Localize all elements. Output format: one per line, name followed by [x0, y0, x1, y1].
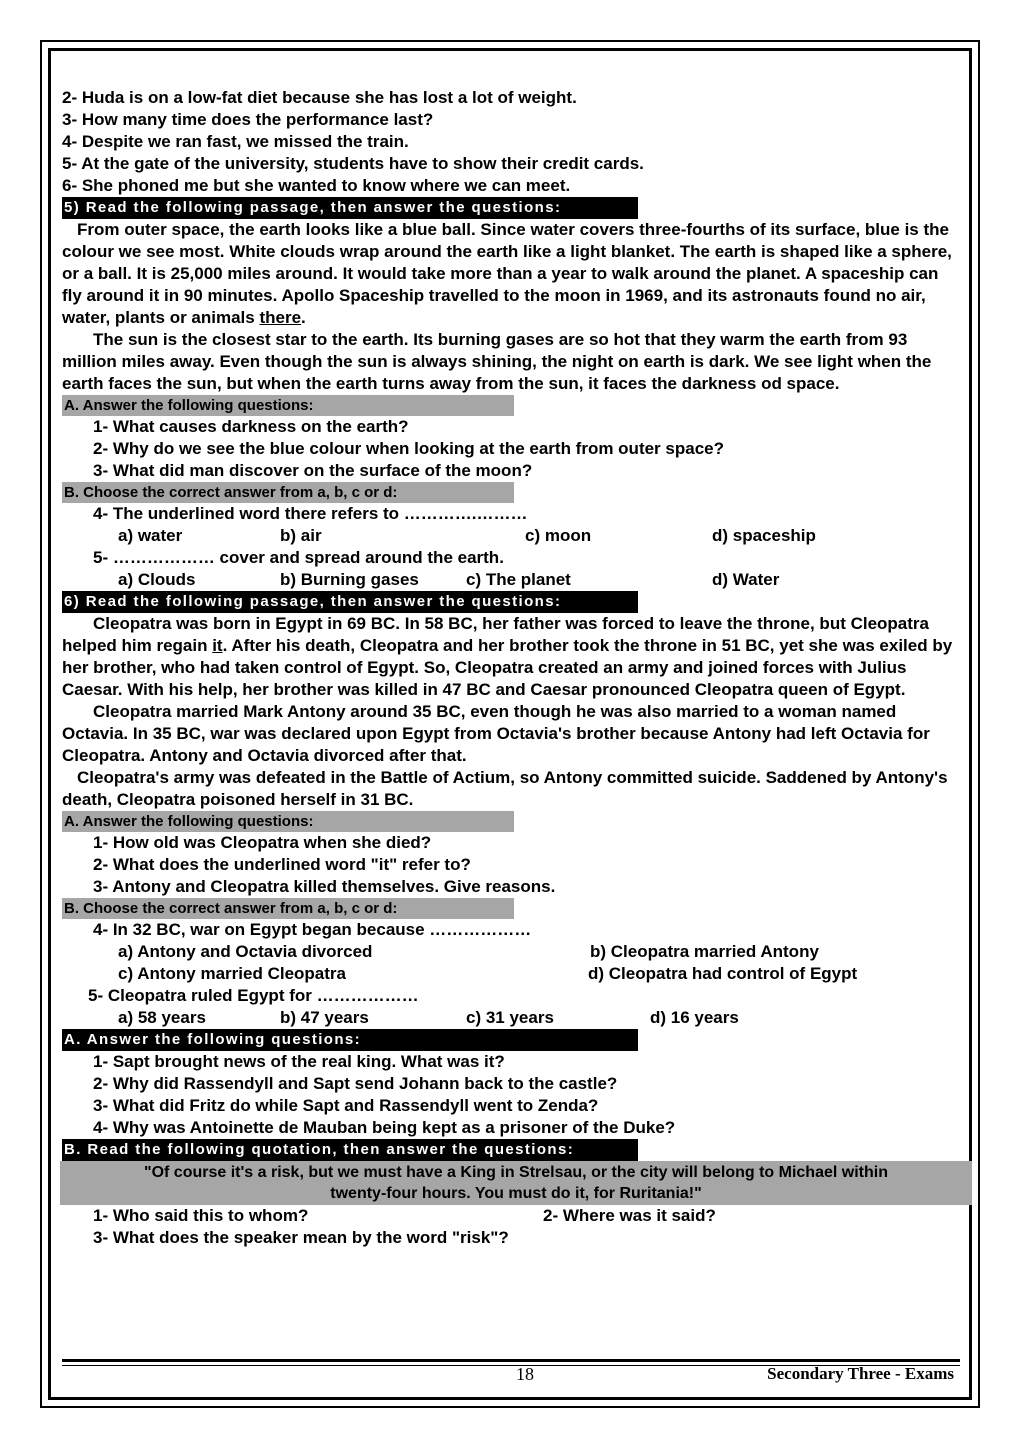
quotation-line-2: twenty-four hours. You must do it, for Ruritania!": [330, 1185, 702, 1202]
section-6-question-5: 5- Cleopatra ruled Egypt for ………………: [88, 986, 419, 1005]
option-d: d) spaceship: [712, 526, 816, 545]
novel-question-2: 2- Why did Rassendyll and Sapt send Johann back to the castle?: [93, 1074, 618, 1093]
exam-content: [62, 87, 962, 1249]
prev-item-4: 4- Despite we ran fast, we missed the train.: [62, 132, 409, 151]
option-d: d) Water: [712, 570, 780, 589]
footer-rule-thick: [62, 1359, 960, 1362]
novel-b-question-2: 2- Where was it said?: [543, 1206, 716, 1225]
section-5-b-header: B. Choose the correct answer from a, b, c or d:: [62, 482, 514, 503]
option-c: c) Antony married Cleopatra: [118, 964, 346, 983]
section-6-question-2: 2- What does the underlined word "it" refer to?: [93, 855, 471, 874]
novel-question-4: 4- Why was Antoinette de Mauban being kept as a prisoner of the Duke?: [93, 1118, 676, 1137]
option-c: c) moon: [525, 526, 592, 545]
section-5-paragraph-2: The sun is the closest star to the earth. Its burning gases are so hot that they warm the earth from 93 million miles away. Even though the sun is always shining, the night on earth is dark. We see light when the earth faces the sun, but when the earth turns away from the sun, it faces the darkness od space.: [62, 330, 932, 393]
prev-item-6: 6- She phoned me but she wanted to know where we can meet.: [62, 176, 571, 195]
section-5-question-5: 5- ……………… cover and spread around the earth.: [93, 548, 504, 567]
novel-question-3: 3- What did Fritz do while Sapt and Rassendyll went to Zenda?: [93, 1096, 599, 1115]
prev-item-5: 5- At the gate of the university, students have to show their credit cards.: [62, 154, 644, 173]
section-5-header: 5) Read the following passage, then answer the questions:: [62, 197, 638, 219]
option-a: a) Clouds: [118, 570, 196, 589]
option-a: a) 58 years: [118, 1008, 206, 1027]
section-5-paragraph-1: From outer space, the earth looks like a blue ball. Since water covers three-fourths of its surface, blue is the colour we see most. White clouds wrap around the earth like a light blanket. The earth is shaped like a sphere, or a ball. It is 25,000 miles around. It would take more than a year to walk around the planet. A spaceship can fly around it in 90 minutes. Apollo Spaceship travelled to the moon in 1969, and its astronauts found no air, water, plants or animals there.: [62, 220, 952, 327]
prev-item-3: 3- How many time does the performance last?: [62, 110, 434, 129]
novel-a-header: A. Answer the following questions:: [62, 1029, 638, 1051]
section-5-a-header: A. Answer the following questions:: [62, 395, 514, 416]
underlined-word-it: it: [212, 636, 223, 655]
section-5-question-3: 3- What did man discover on the surface of the moon?: [93, 461, 533, 480]
section-5-q4-options: [62, 525, 962, 547]
prev-item-2: 2- Huda is on a low-fat diet because she has lost a lot of weight.: [62, 88, 577, 107]
page-number: 18: [516, 1364, 534, 1384]
section-5-q5-options: [62, 569, 962, 591]
section-6-question-3: 3- Antony and Cleopatra killed themselves. Give reasons.: [93, 877, 556, 896]
option-d: d) 16 years: [650, 1008, 739, 1027]
section-5-question-4: 4- The underlined word there refers to ………….………: [93, 504, 528, 523]
section-5-question-1: 1- What causes darkness on the earth?: [93, 417, 409, 436]
option-b: b) air: [280, 526, 322, 545]
option-a: a) water: [118, 526, 183, 545]
section-6-paragraph-1: Cleopatra was born in Egypt in 69 BC. In 58 BC, her father was forced to leave the throne, but Cleopatra helped him regain it. After his death, Cleopatra and her brother took the throne in 51 BC, yet she was exiled by her brother, who had taken control of Egypt. So, Cleopatra created an army and joined forces with Julius Caesar. With his help, her brother was killed in 47 BC and Caesar pronounced Cleopatra queen of Egypt.: [62, 614, 953, 699]
section-6-q4-options-row1: [62, 941, 962, 963]
section-6-b-header: B. Choose the correct answer from a, b, c or d:: [62, 898, 514, 919]
section-6-a-header: A. Answer the following questions:: [62, 811, 514, 832]
section-6-q4-options-row2: [62, 963, 962, 985]
novel-b-question-3: 3- What does the speaker mean by the word "risk"?: [93, 1228, 509, 1247]
section-6-question-4: 4- In 32 BC, war on Egypt began because ………………: [93, 920, 532, 939]
option-b: b) Burning gases: [280, 570, 419, 589]
option-d: d) Cleopatra had control of Egypt: [588, 964, 858, 983]
quotation-box: [60, 1161, 972, 1205]
section-6-paragraph-3: Cleopatra's army was defeated in the Battle of Actium, so Antony committed suicide. Saddened by Antony's death, Cleopatra poisoned herself in 31 BC.: [62, 768, 948, 809]
section-5-question-2: 2- Why do we see the blue colour when looking at the earth from outer space?: [93, 439, 724, 458]
underlined-word-there: there: [259, 308, 302, 327]
section-6-paragraph-2: Cleopatra married Mark Antony around 35 BC, even though he was also married to a woman named Octavia. In 35 BC, war was declared upon Egypt from Octavia's brother because Antony had left Octavia for Cleopatra. Antony and Octavia divorced after that.: [62, 702, 930, 765]
section-6-q5-options: [62, 1007, 962, 1029]
novel-question-1: 1- Sapt brought news of the real king. What was it?: [93, 1052, 505, 1071]
novel-b-questions-row: [62, 1205, 962, 1227]
option-c: c) 31 years: [466, 1008, 554, 1027]
novel-b-question-1: 1- Who said this to whom?: [93, 1206, 309, 1225]
section-6-header: 6) Read the following passage, then answer the questions:: [62, 591, 638, 613]
novel-b-header: B. Read the following quotation, then answer the questions:: [62, 1139, 638, 1161]
footer-title: Secondary Three - Exams: [767, 1364, 954, 1383]
option-b: b) 47 years: [280, 1008, 369, 1027]
section-6-question-1: 1- How old was Cleopatra when she died?: [93, 833, 432, 852]
option-c: c) The planet: [466, 570, 571, 589]
option-a: a) Antony and Octavia divorced: [118, 942, 373, 961]
option-b: b) Cleopatra married Antony: [590, 942, 819, 961]
quotation-line-1: "Of course it's a risk, but we must have a King in Strelsau, or the city will belong to Michael within: [144, 1164, 888, 1181]
